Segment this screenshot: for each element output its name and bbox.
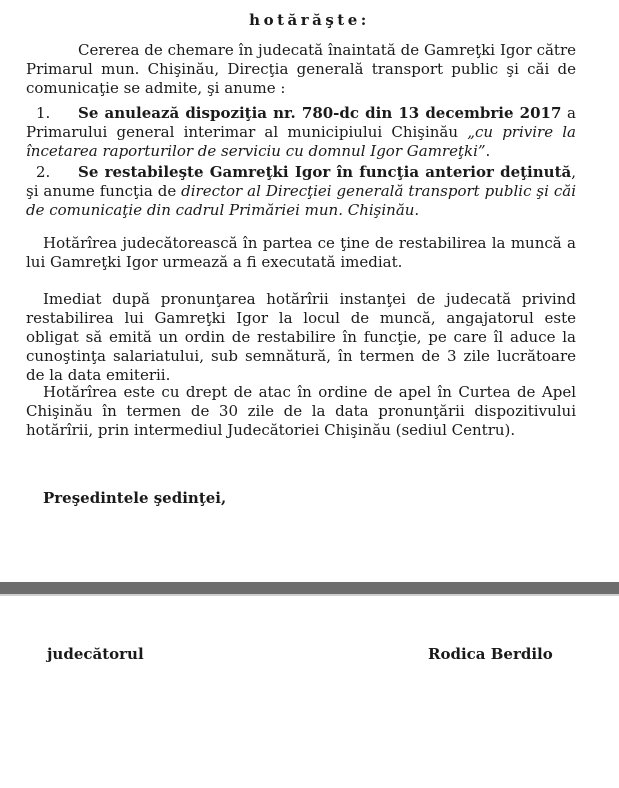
item-1-plain-text-b: .: [485, 142, 491, 160]
paragraph-immediate-execution: Hotărîrea judecătorească în partea ce ţine de restabilirea la muncă a lui Gamreţki Igor urmează a fi executată imediat.: [26, 234, 576, 271]
signature-role: judecătorul: [47, 645, 144, 663]
item-2-italic-text: director al Direcţiei generală transport public şi căi de comunicaţie din cadrul Primăriei mun. Chişinău: [26, 182, 576, 219]
item-2-plain-text-b: .: [414, 201, 420, 219]
item-1-italic-text: „cu privire la încetarea raporturilor de serviciu cu domnul Igor Gamreţki”: [26, 123, 576, 160]
item-2-number: 2.: [36, 163, 51, 181]
ruling-heading: hotărăşte:: [249, 11, 370, 29]
ruling-item-1: [26, 104, 576, 161]
item-2-bold-text: Se restabileşte Gamreţki Igor în funcţia anterior deţinută: [78, 163, 572, 181]
ruling-item-2: [26, 163, 576, 220]
item-2-plain-text-a: , şi anume funcţia de: [26, 163, 576, 200]
paragraph-claim-admitted: Cererea de chemare în judecată înaintată de Gamreţki Igor către Primarul mun. Chişinău, Direcţia generală transport public şi căi de comunicaţie se admite, şi anume :: [26, 41, 576, 97]
paragraph-appeal-right: Hotărîrea este cu drept de atac în ordine de apel în Curtea de Apel Chişinău în termen de 30 zile de la data pronunţării dispozitivului hotărîrii, prin intermediul Judecătoriei Chişinău (sediul Centru).: [26, 383, 576, 439]
page-divider-shadow: [0, 594, 619, 596]
item-1-bold-text: Se anulează dispoziţia nr. 780-dc din 13 decembrie 2017: [78, 104, 562, 122]
item-1-plain-text-a: a Primarului general interimar al municipiului Chişinău: [26, 104, 577, 141]
presiding-judge-label: Preşedintele şedinţei,: [43, 489, 227, 507]
paragraph-employer-obligation: Imediat după pronunţarea hotărîrii instanţei de judecată privind restabilirea lui Gamreţki Igor la locul de muncă, angajatorul este obligat să emită un ordin de restabilire în funcţie, pe care îl aduce la cunoştinţa salariatului, sub semnătură, în termen de 3 zile lucrătoare de la data emiterii.: [26, 290, 576, 384]
signature-name: Rodica Berdilo: [428, 645, 553, 663]
item-1-number: 1.: [36, 104, 51, 122]
page-divider: [0, 582, 619, 594]
